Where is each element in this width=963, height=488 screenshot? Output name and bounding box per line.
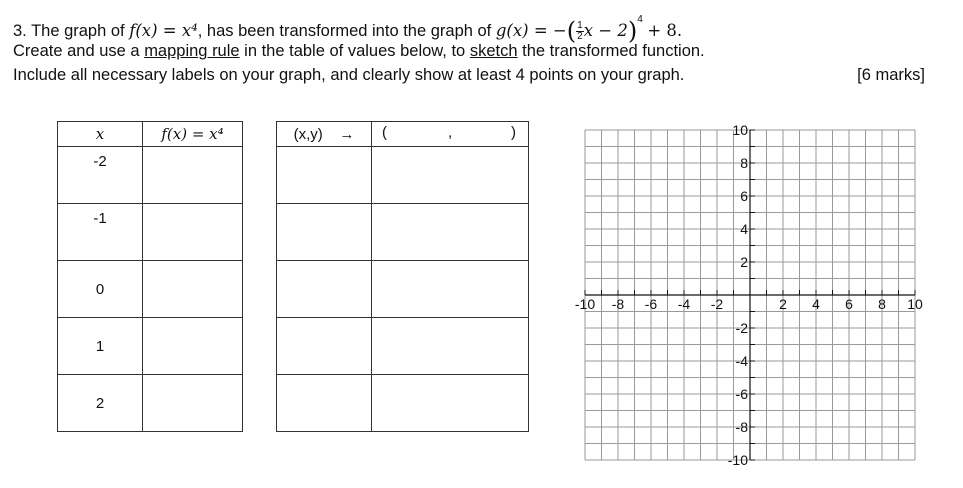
x-value-cell: 2	[58, 375, 143, 432]
open-paren: (	[382, 124, 387, 141]
y-tick-label: 10	[732, 122, 748, 138]
g-of-x-exponent: 4	[637, 14, 643, 25]
fx-answer-cell[interactable]	[143, 318, 243, 375]
table-row	[58, 147, 243, 204]
table-row	[277, 204, 529, 261]
one-half-fraction	[576, 21, 584, 42]
g-of-x-lhs: g(x) = −	[495, 21, 567, 40]
line2-text-a: Create and use a	[13, 42, 140, 60]
x-tick-label: 8	[878, 296, 886, 312]
table-row	[58, 318, 243, 375]
xy-answer-cell[interactable]	[277, 375, 372, 432]
y-tick-label: 2	[740, 254, 748, 270]
table-row	[277, 375, 529, 432]
fraction-numerator: 1	[577, 20, 583, 32]
header-fx: f(x) = x⁴	[143, 122, 243, 147]
close-paren: )	[511, 124, 516, 141]
table-row	[277, 147, 529, 204]
line2-text-b: in the table of values below, to	[244, 42, 466, 60]
x-tick-label: 2	[779, 296, 787, 312]
left-big-paren: (	[566, 17, 577, 45]
x-tick-label: 4	[812, 296, 820, 312]
fx-answer-cell[interactable]	[143, 261, 243, 318]
table-row	[277, 318, 529, 375]
table-row	[58, 261, 243, 318]
y-tick-label: -2	[735, 320, 748, 336]
table-row	[277, 261, 529, 318]
fraction-denominator: 2	[577, 31, 583, 43]
question-line-2	[13, 40, 705, 62]
line1-text-a: The graph of	[31, 22, 125, 40]
mapping-rule-underlined: mapping rule	[144, 42, 240, 60]
table-row	[58, 375, 243, 432]
xy-answer-cell[interactable]	[277, 204, 372, 261]
mapped-answer-cell[interactable]	[372, 261, 529, 318]
fx-answer-cell[interactable]	[143, 204, 243, 261]
x-value-cell: 1	[58, 318, 143, 375]
marks-label: [6 marks]	[857, 66, 925, 84]
mapped-answer-cell[interactable]	[372, 375, 529, 432]
x-tick-label: -6	[644, 296, 658, 312]
table-of-mapped-points	[276, 121, 529, 432]
xy-answer-cell[interactable]	[277, 261, 372, 318]
y-tick-label: -10	[727, 452, 748, 468]
table-header-row	[58, 122, 243, 147]
xy-answer-cell[interactable]	[277, 318, 372, 375]
mapped-answer-cell[interactable]	[372, 204, 529, 261]
question-line-1	[13, 9, 683, 45]
xy-answer-cell[interactable]	[277, 147, 372, 204]
fx-answer-cell[interactable]	[143, 375, 243, 432]
x-tick-label: 6	[845, 296, 853, 312]
table-row	[58, 204, 243, 261]
x-value-cell: -1	[58, 204, 143, 261]
coordinate-grid[interactable]	[565, 120, 927, 472]
x-value-cell: 0	[58, 261, 143, 318]
x-tick-label: 10	[907, 296, 923, 312]
fx-answer-cell[interactable]	[143, 147, 243, 204]
header-mapped-cell	[372, 122, 529, 147]
header-xy: (x,y)	[293, 125, 323, 143]
y-tick-label: -6	[735, 386, 748, 402]
question-number: 3.	[13, 22, 27, 40]
x-tick-label: -8	[611, 296, 625, 312]
x-tick-label: -2	[710, 296, 724, 312]
y-tick-label: 8	[740, 155, 748, 171]
x-tick-label: -10	[574, 296, 596, 312]
g-of-x-inner: x − 2	[583, 21, 628, 40]
mapping-arrow: →	[339, 125, 355, 143]
question-line-3: Include all necessary labels on your graph, and clearly show at least 4 points on your graph.	[13, 66, 685, 84]
right-big-paren: )	[627, 17, 638, 45]
y-tick-label: -8	[735, 419, 748, 435]
header-xy-cell	[277, 122, 372, 147]
line2-text-c: the transformed function.	[522, 42, 705, 60]
y-tick-label: -4	[735, 353, 748, 369]
table-header-row	[277, 122, 529, 147]
mapped-answer-cell[interactable]	[372, 318, 529, 375]
table-of-values-fx	[57, 121, 243, 432]
comma: ,	[448, 124, 453, 141]
x-tick-label: -4	[677, 296, 691, 312]
mapped-answer-cell[interactable]	[372, 147, 529, 204]
f-of-x-expression: f(x) = x⁴	[129, 21, 198, 40]
sketch-underlined: sketch	[469, 42, 518, 60]
x-value-cell: -2	[58, 147, 143, 204]
y-tick-label: 6	[740, 188, 748, 204]
header-x: x	[58, 122, 143, 147]
line1-text-b: , has been transformed into the graph of	[197, 22, 492, 40]
y-tick-label: 4	[740, 221, 748, 237]
g-of-x-tail: + 8.	[647, 21, 683, 40]
